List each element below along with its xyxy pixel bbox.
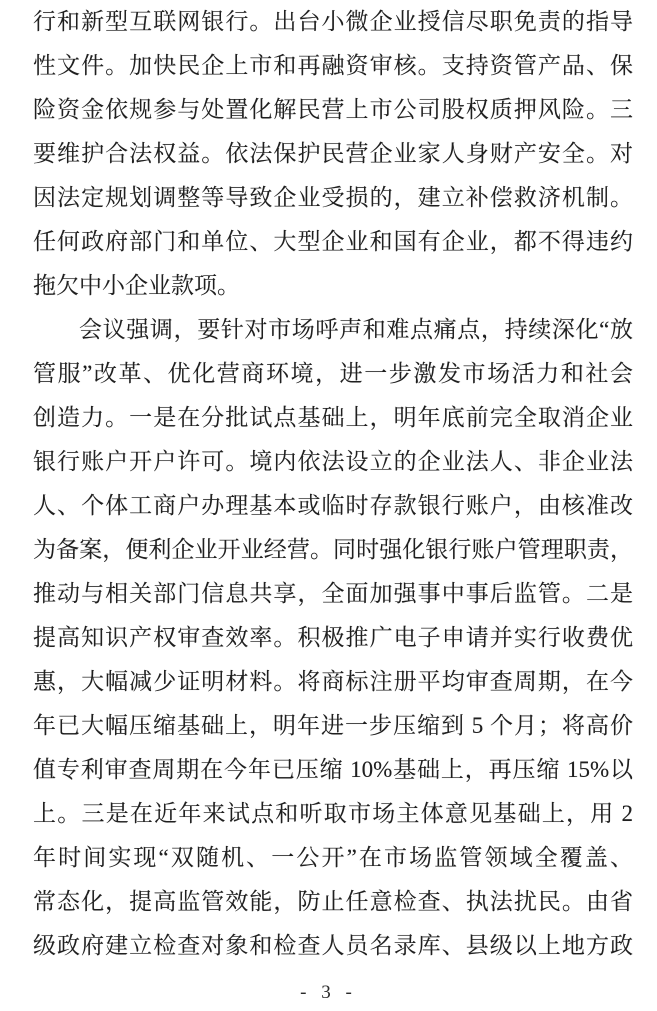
text-line: 上。三是在近年来试点和听取市场主体意见基础上，用 2 (33, 801, 633, 826)
text-line: 推动与相关部门信息共享，全面加强事中事后监管。二是 (33, 581, 633, 606)
text-line: 管服”改革、优化营商环境，进一步激发市场活力和社会 (33, 361, 633, 386)
text-line: 人、个体工商户办理基本或临时存款银行账户，由核准改 (33, 493, 633, 518)
text-line: 值专利审查周期在今年已压缩 10%基础上，再压缩 15%以 (33, 757, 633, 782)
text-line: 会议强调，要针对市场呼声和难点痛点，持续深化“放 (79, 317, 633, 342)
text-line: 性文件。加快民企上市和再融资审核。支持资管产品、保 (33, 53, 633, 78)
text-line: 级政府建立检查对象和检查人员名录库、县级以上地方政 (33, 933, 633, 958)
text-line: 银行账户开户许可。境内依法设立的企业法人、非企业法 (33, 449, 633, 474)
paragraph (33, 0, 633, 308)
text-line: 创造力。一是在分批试点基础上，明年底前完全取消企业 (33, 405, 633, 430)
text-line: 惠，大幅减少证明材料。将商标注册平均审查周期，在今 (33, 669, 633, 694)
paragraph (33, 308, 633, 968)
text-line: 因法定规划调整等导致企业受损的，建立补偿救济机制。 (33, 185, 633, 210)
text-line: 为备案，便利企业开业经营。同时强化银行账户管理职责， (33, 537, 633, 562)
text-line: 拖欠中小企业款项。 (33, 273, 240, 298)
text-line: 行和新型互联网银行。出台小微企业授信尽职免责的指导 (33, 9, 633, 34)
text-line: 提高知识产权审查效率。积极推广电子申请并实行收费优 (33, 625, 633, 650)
text-line: 要维护合法权益。依法保护民营企业家人身财产安全。对 (33, 141, 633, 166)
document-body (33, 0, 633, 968)
text-line: 任何政府部门和单位、大型企业和国有企业，都不得违约 (33, 229, 633, 254)
text-line: 年已大幅压缩基础上，明年进一步压缩到 5 个月；将高价 (33, 713, 633, 738)
text-line: 险资金依规参与处置化解民营上市公司股权质押风险。三 (33, 97, 633, 122)
text-line: 常态化，提高监管效能，防止任意检查、执法扰民。由省 (33, 889, 633, 914)
page-number: - 3 - (300, 982, 357, 1003)
text-line: 年时间实现“双随机、一公开”在市场监管领域全覆盖、 (33, 845, 633, 870)
